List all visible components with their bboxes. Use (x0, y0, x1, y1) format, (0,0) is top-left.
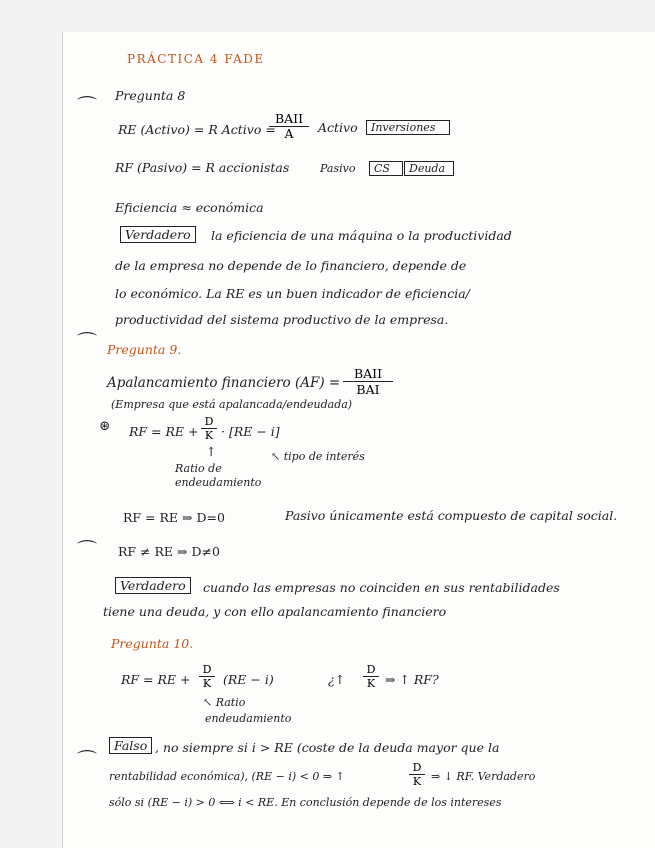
punch-hole-icon: ⌒ (77, 748, 97, 772)
q9-arrow-up-icon: ↑ (206, 444, 217, 459)
q10-text-d-over-k (409, 761, 425, 788)
q8-deuda-box: Deuda (404, 161, 454, 176)
q9-text-line2: tiene una deuda, y con ello apalancamiento financiero (103, 604, 447, 619)
q10-d-over-k (199, 663, 215, 690)
q9-empresa-note: (Empresa que está apalancada/endeudada) (111, 398, 353, 411)
q9-eq2: RF ≠ RE ⇒ D≠0 (118, 544, 220, 559)
q10-falso-box: Falso (109, 737, 152, 754)
q8-pasivo-label: Pasivo (320, 162, 356, 175)
q9-text-line1: cuando las empresas no coinciden en sus rentabilidades (203, 580, 560, 595)
q8-cs-box: CS (369, 161, 403, 176)
q8-eficiencia: Eficiencia ≈ económica (115, 200, 264, 215)
q10-question-k: K (366, 677, 376, 690)
q10-text-k: K (412, 775, 422, 788)
q9-d-over-k (201, 415, 217, 442)
q10-text-d: D (409, 761, 425, 775)
q8-activo-label: Activo (318, 120, 358, 135)
q8-text-line2: de la empresa no depende de lo financiero, depende de (115, 258, 467, 273)
q9-d: D (201, 415, 217, 429)
q9-pasivo-text: Pasivo únicamente está compuesto de capital social. (285, 508, 618, 523)
q10-question-end: ⇒ ↑ RF? (385, 672, 439, 687)
q8-text-line4: productividad del sistema productivo de la empresa. (115, 312, 449, 327)
q10-d: D (199, 663, 215, 677)
q9-ratio-label1: Ratio de (175, 462, 222, 475)
q10-question-d: D (363, 663, 379, 677)
q10-text-line2b: ⇒ ↓ RF. Verdadero (431, 770, 536, 783)
q9-heading: Pregunta 9. (107, 342, 182, 357)
q8-verdadero-box: Verdadero (120, 226, 196, 243)
q8-re-formula: RE (Activo) = R Activo = (118, 122, 276, 137)
q8-inversiones-box: Inversiones (366, 120, 450, 135)
punch-hole-icon: ⌒ (77, 538, 97, 562)
q10-heading: Pregunta 10. (111, 636, 194, 651)
q8-baii-over-a (269, 112, 309, 141)
q9-tipo-interes: ↖ tipo de interés (271, 450, 365, 463)
q8-a: A (284, 126, 294, 141)
q8-baii: BAII (269, 112, 309, 127)
q10-text-line2a: rentabilidad económica), (RE − i) < 0 ⇒ ↑ (109, 770, 345, 783)
notebook-page (62, 32, 655, 848)
q9-eq1: RF = RE ⇒ D=0 (123, 510, 225, 525)
punch-hole-icon: ⌒ (77, 330, 97, 354)
page-title: PRÁCTICA 4 FADE (127, 52, 265, 66)
q10-ratio-arrow: ↖ Ratio (203, 696, 246, 709)
q9-star-icon: ⊛ (99, 418, 111, 434)
q9-rf-equation: RF = RE + (129, 424, 199, 439)
q9-bracket-term: · [RE − i] (221, 424, 280, 439)
q9-bai: BAI (356, 382, 380, 397)
q9-ratio-label2: endeudamiento (175, 476, 262, 489)
q10-ratio-label2: endeudamiento (205, 712, 292, 725)
q10-question-start: ¿↑ (328, 672, 346, 687)
q10-k: K (202, 677, 212, 690)
q8-rf-formula: RF (Pasivo) = R accionistas (115, 160, 290, 175)
q10-paren-term: (RE − i) (223, 672, 274, 687)
q8-text-line1: la eficiencia de una máquina o la productividad (211, 228, 512, 243)
q9-baii-over-bai (343, 366, 393, 397)
punch-hole-icon: ⌒ (77, 94, 97, 118)
q10-rf-equation: RF = RE + (121, 672, 191, 687)
q8-heading: Pregunta 8 (115, 88, 186, 103)
q8-text-line3: lo económico. La RE es un buen indicador de eficiencia/ (115, 286, 470, 301)
q9-apalancamiento: Apalancamiento financiero (AF) = (107, 375, 341, 391)
q10-text-line3: sólo si (RE − i) > 0 ⟺ i < RE. En conclusión depende de los intereses (109, 796, 502, 809)
q9-verdadero-box: Verdadero (115, 577, 191, 594)
q10-question-d-over-k (363, 663, 379, 690)
q9-baii: BAII (343, 366, 393, 382)
q9-k: K (204, 429, 214, 442)
q10-text-line1: , no siempre si i > RE (coste de la deuda mayor que la (155, 740, 500, 755)
